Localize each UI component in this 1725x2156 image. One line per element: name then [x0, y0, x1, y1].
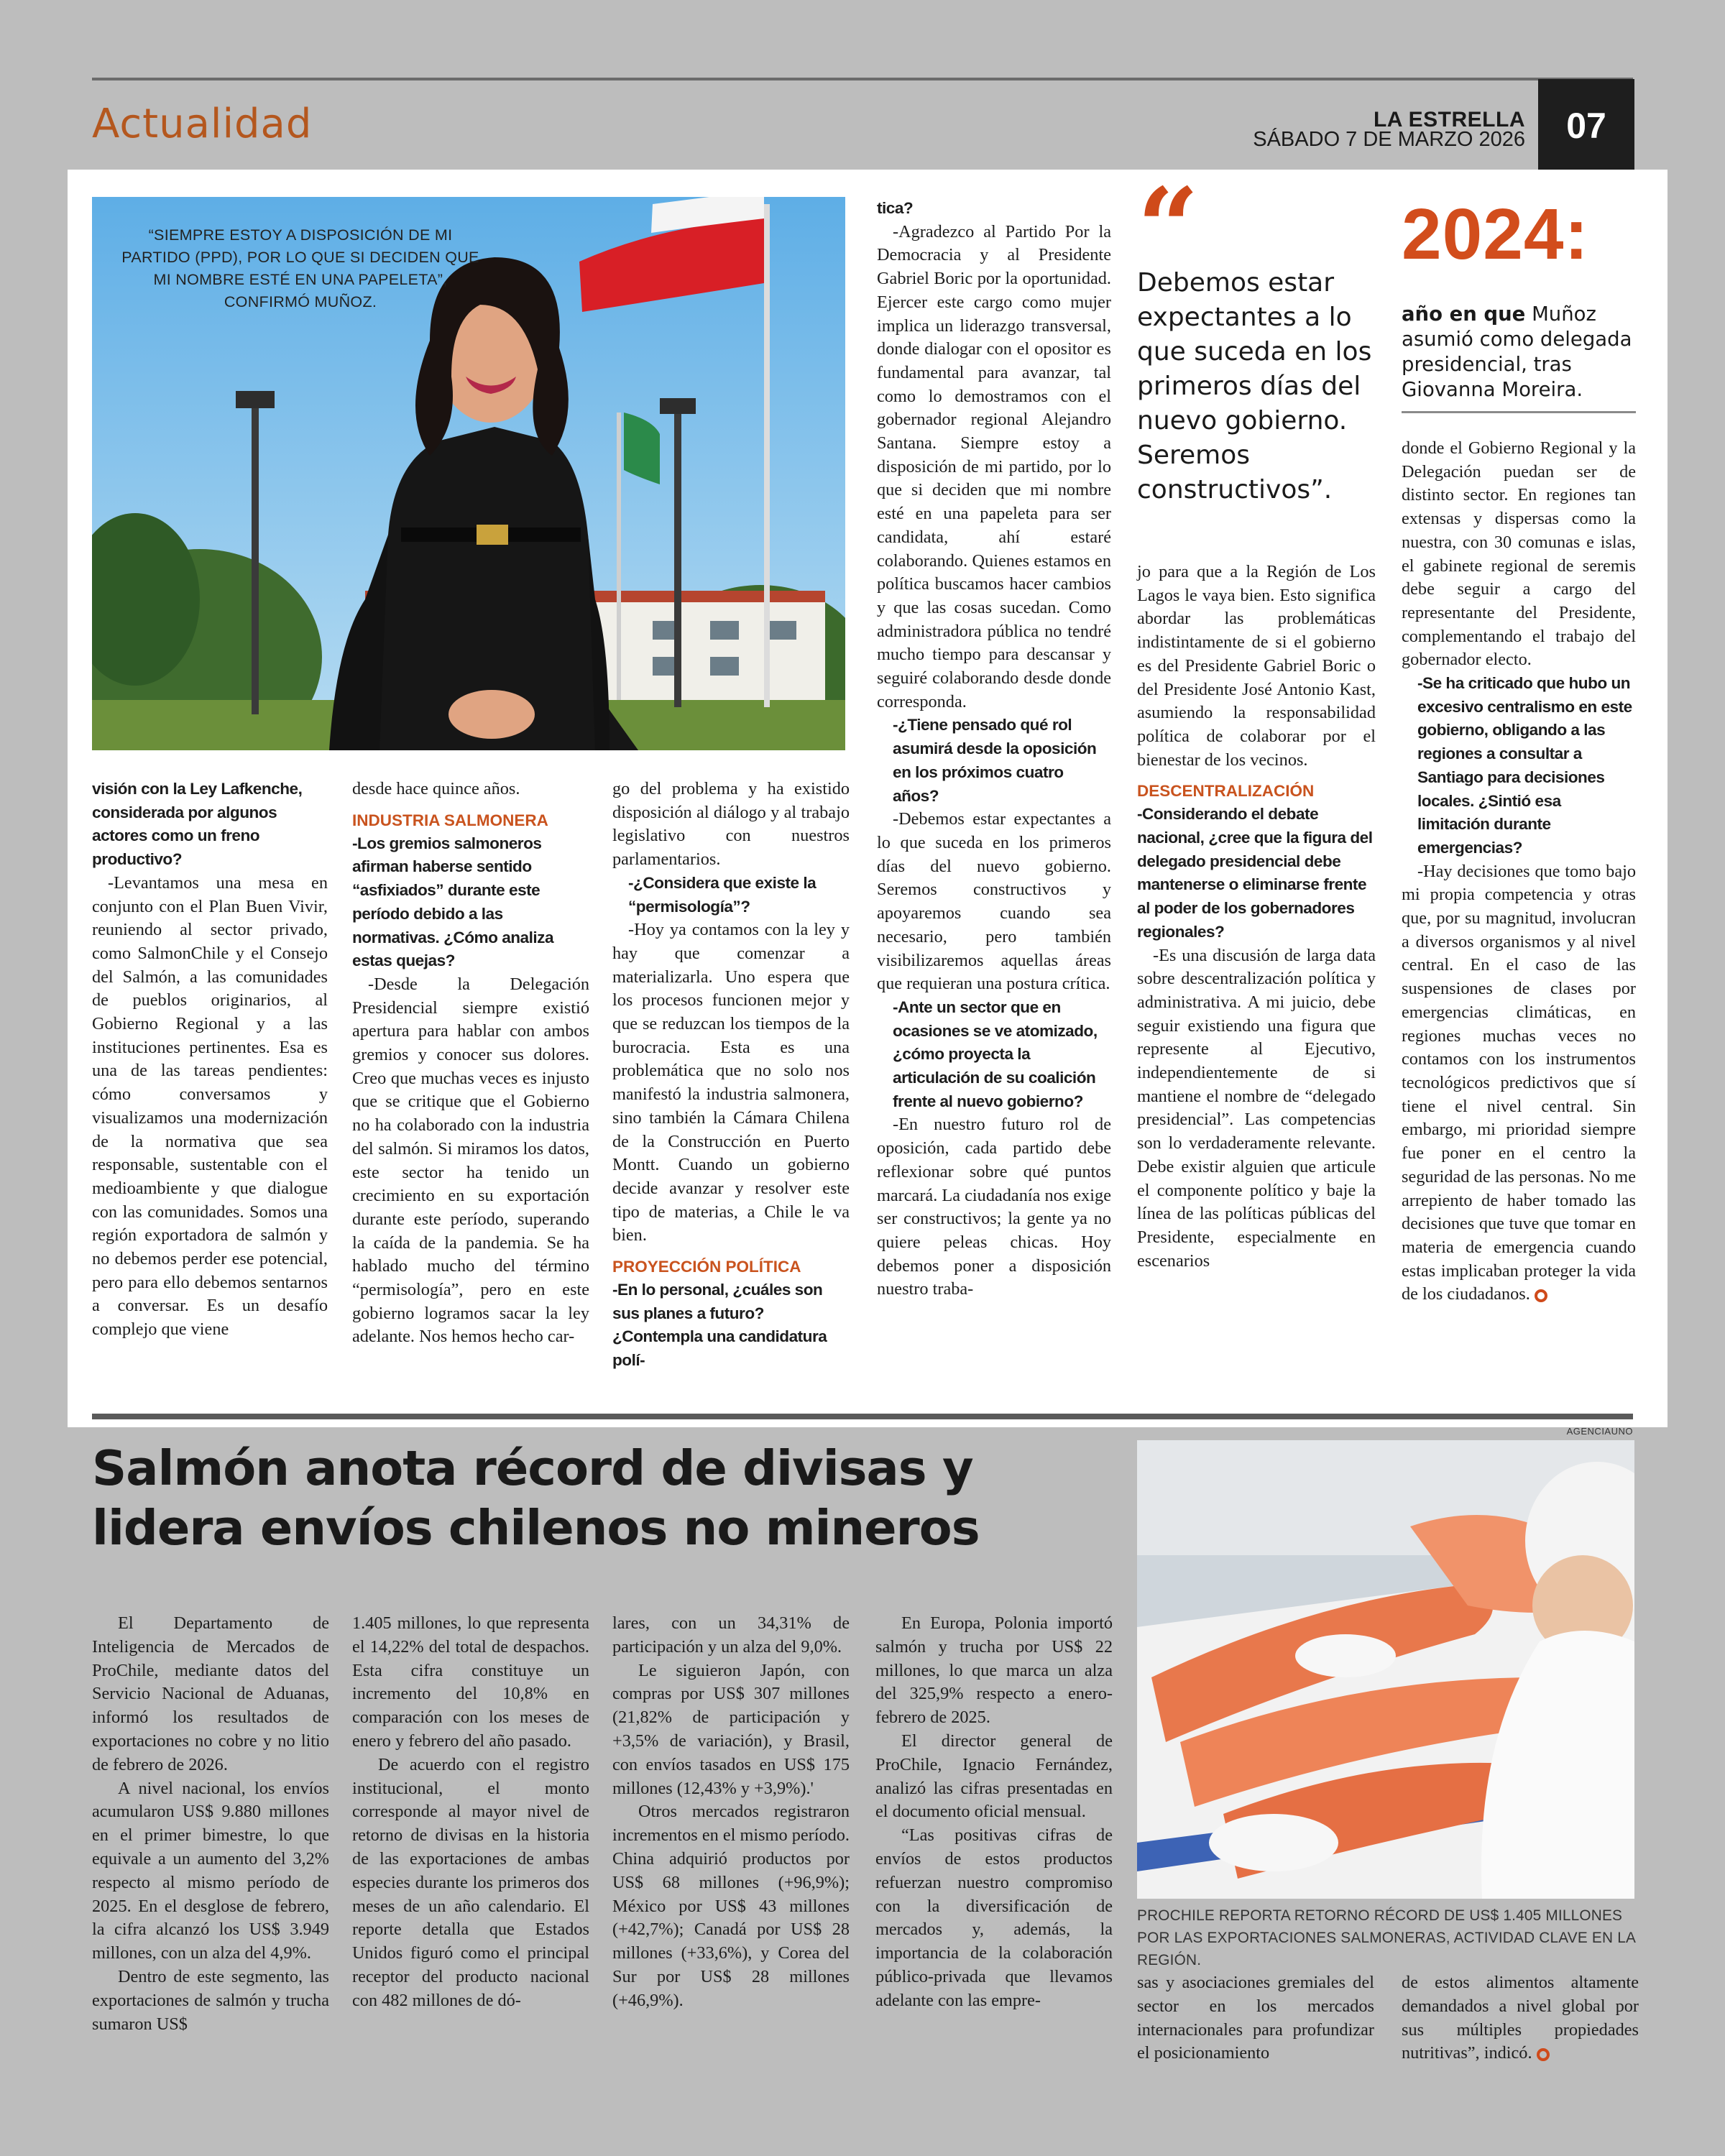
subheading: INDUSTRIA SALMONERA	[352, 811, 548, 829]
issue-date: SÁBADO 7 DE MARZO 2026	[1253, 128, 1525, 151]
photo-caption: “SIEMPRE ESTOY A DISPOSICIÓN DE MI PARTIDO (PPD), POR LO QUE SI DECIDEN QUE MI NOMBRE ESTÉ EN UNA PAPELETA”, CONFIRMÓ MUÑOZ.	[121, 226, 479, 310]
paragraph-text: de estos alimentos altamente demandados a nivel global por sus múltiples propiedades nutritivas”, indicó.	[1402, 1973, 1639, 2063]
article-column-2	[352, 1612, 589, 2013]
paragraph: donde el Gobierno Regional y la Delegación puedan ser de distinto sector. En regiones tan extensas y dispersas como la nuestra, con 30 comunas e islas, el gabinete regional de seremis debe seguir a cargo del representante del Presidente, complementando el trabajo del gobernador electo.	[1402, 438, 1636, 670]
salmon-photo	[1137, 1440, 1634, 1899]
quote-mark-icon: “	[1137, 165, 1187, 291]
interview-question: tica?	[877, 199, 914, 217]
pull-quote	[1137, 165, 1381, 507]
paragraph: “Las positivas cifras de envíos de estos productos refuerzan nuestro compromiso con la diversificación de mercados y, además, la importancia de la colaboración público-privada que llevamos adelante con las empre-	[875, 1825, 1113, 2010]
interview-answer: -Levantamos una mesa en conjunto con el Plan Buen Vivir, reuniendo al sector privado, como SalmonChile y el Consejo del Salmón, a las comunidades de pueblos originarios, al Gobierno Regional y a las instituciones pertinentes. Esa es una de las tareas pendientes: cómo conversamos y visualizamos una modernización de la normativa que sea responsable, sustentable con el medioambiente y que dialogue con las comunidades. Somos una región exportadora de salmón y no debemos perder ese potencial, pero para ello debemos sentarnos a conversar. Es un desafío complejo que viene	[92, 872, 328, 1340]
interview-question: -Los gremios salmoneros afirman haberse sentido “asfixiados” durante este período debido a las normativas. ¿Cómo analiza estas quejas?	[352, 834, 554, 970]
interview-answer: -En nuestro futuro rol de oposición, cada partido debe reflexionar sobre qué puntos marcará. La ciudadanía nos exige ser constructivos; la gente ya no quiere peleas chicas. Hoy debemos poner a disposición nuestro traba-	[877, 1115, 1111, 1299]
interview-column-5	[1137, 561, 1376, 1273]
interview-column-3	[612, 778, 850, 1373]
interview-question: visión con la Ley Lafkenche, considerada por algunos actores como un freno productivo?	[92, 780, 303, 869]
paragraph: De acuerdo con el registro institucional, el monto corresponde al mayor nivel de retorno de divisas en la historia de las exportaciones de ambas especies durante los primeros dos meses de un año calendario. El reporte detalla que Estados Unidos figuró como el principal receptor del producto nacional con 482 millones de dó-	[352, 1754, 589, 2010]
interview-column-2	[352, 778, 589, 1349]
paragraph: En Europa, Polonia importó salmón y trucha por US$ 22 millones, lo que marca un alza del 325,9% respecto a enero-febrero de 2025.	[875, 1613, 1113, 1728]
article-column-3	[612, 1612, 850, 2013]
interview-question: -¿Considera que existe la “permisología”?	[628, 873, 816, 916]
paragraph: El director general de ProChile, Ignacio Fernández, analizó las cifras presentadas en el documento oficial mensual.	[875, 1731, 1113, 1822]
stat-text	[1402, 302, 1636, 402]
interview-question: -Considerando el debate nacional, ¿cree que la figura del delegado presidencial debe mantenerse o eliminarse frente al poder de los gobernadores regionales?	[1137, 805, 1373, 941]
paragraph: El Departamento de Inteligencia de Mercados de ProChile, mediante datos del Servicio Nacional de Aduanas, informó los resultados de exportaciones no cobre y no litio de febrero de 2026.	[92, 1613, 329, 1774]
photo-caption: PROCHILE REPORTA RETORNO RÉCORD DE US$ 1.405 MILLONES POR LAS EXPORTACIONES SALMONERAS, ACTIVIDAD CLAVE EN LA REGIÓN.	[1137, 1907, 1635, 1968]
paragraph	[1402, 1971, 1639, 2065]
paragraph: Dentro de este segmento, las exportaciones de salmón y trucha sumaron US$	[92, 1966, 329, 2034]
interview-photo	[92, 197, 845, 750]
interview-question: -Ante un sector que en ocasiones se ve atomizado, ¿cómo proyecta la articulación de su coalición frente al nuevo gobierno?	[893, 998, 1098, 1110]
stat-box	[1402, 194, 1636, 402]
interview-column-1	[92, 778, 328, 1342]
paragraph: Le siguieron Japón, con compras por US$ 307 millones (21,82% de participación y +3,5% de variación), y Brasil, con envíos tasados en US$ 175 millones (12,43% y +3,9%).'	[612, 1660, 850, 1798]
paragraph: go del problema y ha existido disposición al diálogo y al trabajo legislativo con nuestros parlamentarios.	[612, 779, 850, 870]
paragraph: sas y asociaciones gremiales del sector en los mercados internacionales para profundizar el posicionamiento	[1137, 1973, 1374, 2063]
paragraph: 1.405 millones, lo que representa el 14,22% del total de despachos. Esta cifra constituye un incremento del 10,8% en comparación con los meses de enero y febrero del año pasado.	[352, 1613, 589, 1751]
header-rule	[92, 78, 1633, 80]
interview-answer: -Desde la Delegación Presidencial siempre existió apertura para hablar con ambos gremios y conocer sus dolores. Creo que muchas veces es injusto que se critique que el Gobierno no ha colaborado con la industria del salmón. Si miramos los datos, este sector ha tenido un crecimiento en su exportación durante este período, superando la caída de la pandemia. Se ha hablado mucho del término “permisología”, pero en este gobierno logramos sacar la ley adelante. Nos hemos hecho car-	[352, 974, 589, 1347]
paragraph: Otros mercados registraron incrementos en el mismo período. China adquirió productos por US$ 68 millones (+96,9%); México por US$ 43 millones (+42,7%); Canadá por US$ 28 millones (+33,6%), y Corea del Sur por US$ 28 millones (+46,9%).	[612, 1802, 850, 2010]
newspaper-name: LA ESTRELLA	[1373, 108, 1525, 132]
paragraph: lares, con un 34,31% de participación y un alza del 9,0%.	[612, 1613, 850, 1657]
article-column-1	[92, 1612, 329, 2036]
interview-column-6	[1402, 437, 1636, 1307]
page-number: 07	[1538, 79, 1634, 172]
subheading: DESCENTRALIZACIÓN	[1137, 782, 1315, 801]
interview-question: -En lo personal, ¿cuáles son sus planes a futuro? ¿Contempla una candidatura polí-	[612, 1281, 827, 1370]
article-rule	[92, 1414, 1633, 1419]
stat-lead: año en que	[1402, 303, 1526, 326]
interview-answer: -Es una discusión de larga data sobre descentralización política y administrativa. A mi juicio, debe seguir existiendo una figura que represente al Ejecutivo, independientemente de si mantiene el nombre de “delegado presidencial”. Las competencias son lo verdaderamente relevante. Debe existir alguien que articule el componente político y baje la línea de las políticas públicas del Presidente, especialmente en escenarios	[1137, 945, 1376, 1271]
article-headline: Salmón anota récord de divisas y lidera envíos chilenos no mineros	[92, 1440, 980, 1556]
pull-quote-text: Debemos estar expectantes a lo que suceda en los primeros días del nuevo gobierno. Seremos constructivos”.	[1137, 268, 1372, 505]
answer-text: -Hay decisiones que tomo bajo mi propia competencia y otras que, por su magnitud, involucran a diversos organismos y al nivel central. En el caso de las suspensiones de clases por emergencias climáticas, en regiones muchas veces no contamos con los instrumentos tecnológicos predictivos que sí tiene el nivel central. Sin embargo, mi prioridad siempre fue poner en el centro la seguridad de las personas. No me arrepiento de haber tomado las decisiones que tuve que tomar en materia de emergencia cuando estas implicaban proteger la vida de los ciudadanos.	[1402, 861, 1636, 1304]
section-title: Actualidad	[92, 101, 313, 147]
paragraph: desde hace quince años.	[352, 779, 520, 798]
subheading: PROYECCIÓN POLÍTICA	[612, 1258, 801, 1276]
photo-credit: AGENCIAUNO	[1566, 1426, 1633, 1437]
salmon-processing-illustration	[1137, 1440, 1634, 1899]
paragraph: jo para que a la Región de Los Lagos le vaya bien. Esto significa abordar las problemáticas indistintamente de si el gobierno es del Presidente Gabriel Boric o del Presidente José Antonio Kast, asumiendo la responsabilidad política de colaborar por el bienestar de los vecinos.	[1137, 562, 1376, 770]
interview-question: -¿Tiene pensado qué rol asumirá desde la oposición en los próximos cuatro años?	[893, 716, 1097, 805]
end-mark-icon	[1537, 2048, 1550, 2061]
interview-answer	[1402, 860, 1636, 1307]
interview-question: -Se ha criticado que hubo un excesivo centralismo en este gobierno, obligando a las regiones a consultar a Santiago para decisiones locales. ¿Sintió esa limitación durante emergencias?	[1417, 674, 1632, 857]
paragraph: A nivel nacional, los envíos acumularon US$ 9.880 millones en el primer bimestre, lo que equivale a un aumento del 3,2% respecto al mismo período de 2025. En el desglose de febrero, la cifra alcanzó los US$ 3.949 millones, con un alza del 4,9%.	[92, 1778, 329, 1963]
article-column-4	[875, 1612, 1113, 2013]
interview-column-4	[877, 197, 1111, 1302]
interview-answer: -Agradezco al Partido Por la Democracia y al Presidente Gabriel Boric por la oportunidad. Ejercer este cargo como mujer implica un liderazgo transversal, donde dialogar con el opositor es fundamental para avanzar, tal como lo demostramos con el gobernador regional Alejandro Santana. Siempre estoy a disposición de mi partido, por lo que si deciden que mi nombre esté en una papeleta para ser candidata, ahí estaré colaborando. Quienes estamos en política buscamos hacer cambios y que las cosas sucedan. Como administradora pública no tendré mucho tiempo para descansar y seguiré colaborando desde donde corresponda.	[877, 221, 1111, 711]
interview-answer: -Debemos estar expectantes a lo que suceda en los primeros días del nuevo gobierno. Seremos constructivos y apoyaremos cuando sea necesario, pero también visibilizaremos aquellas áreas que requieran una postura crítica.	[877, 809, 1111, 994]
interview-answer: -Hoy ya contamos con la ley y hay que comenzar a materializarla. Uno espera que los procesos funcionen mejor y que se reduzcan los tiempos de la burocracia. Esta es una problemática que no solo nos manifestó la industria salmonera, sino también la Cámara Chilena de la Construcción en Puerto Montt. Cuando un gobierno decide avanzar y resolver este tipo de materias, a Chile le va bien.	[612, 920, 850, 1245]
stat-rest: Muñoz asumió como delegada presidencial, tras Giovanna Moreira.	[1402, 303, 1632, 401]
stat-year: 2024:	[1402, 194, 1589, 275]
article-column-6	[1402, 1971, 1639, 2065]
article-column-5	[1137, 1971, 1374, 2065]
stat-rule	[1402, 411, 1636, 413]
end-mark-icon	[1535, 1289, 1547, 1302]
